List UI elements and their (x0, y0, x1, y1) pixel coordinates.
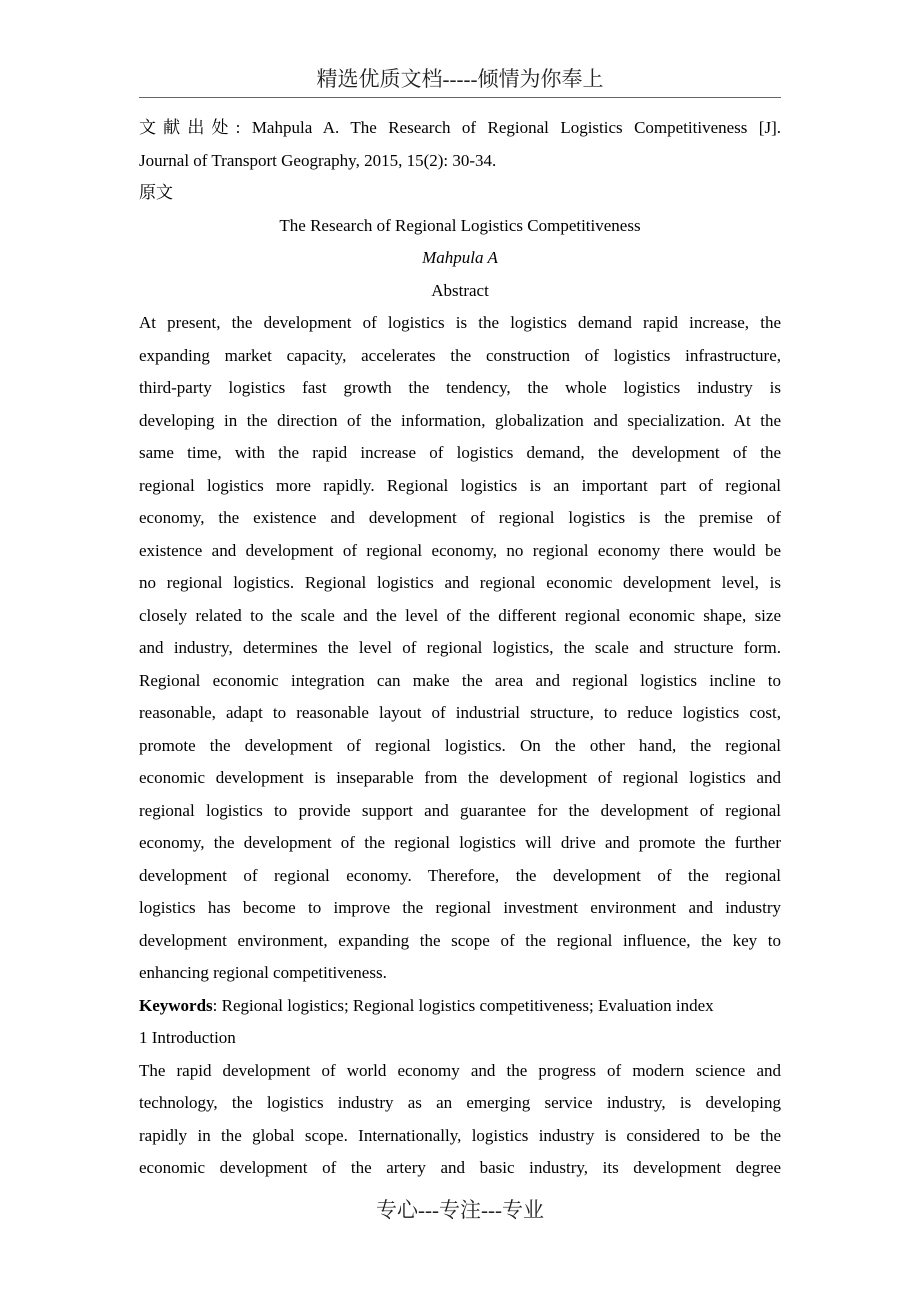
abstract-line: closely related to the scale and the level of the different regional economic shape, size (139, 605, 781, 625)
abstract-line: reasonable, adapt to reasonable layout of industrial structure, to reduce logistics cost, (139, 703, 781, 722)
abstract-line: expanding market capacity, accelerates the construction of logistics infrastructure, (139, 345, 781, 365)
citation-line-1: 文献出处: Mahpula A. The Research of Regional Logistics Competitiveness [J]. (139, 118, 781, 137)
keywords-line (139, 990, 781, 1023)
abstract-line: and industry, determines the level of regional logistics, the scale and structure form. (139, 638, 781, 657)
abstract-line: development of regional economy. Therefore, the development of the regional (139, 865, 781, 885)
abstract-line: regional logistics to provide support and guarantee for the development of regional (139, 800, 781, 820)
abstract-paragraph (139, 307, 781, 990)
introduction-paragraph (139, 1055, 781, 1185)
intro-line: economic development of the artery and basic industry, its development degree (139, 1158, 781, 1177)
paper-title: The Research of Regional Logistics Competitiveness (279, 215, 641, 235)
abstract-line: existence and development of regional economy, no regional economy there would be (139, 540, 781, 560)
paper-author: Mahpula A (422, 248, 498, 267)
abstract-line-last: enhancing regional competitiveness. (139, 963, 387, 982)
abstract-heading: Abstract (431, 280, 489, 300)
header-divider (139, 97, 781, 98)
keywords-label: Keywords (139, 995, 213, 1015)
intro-line: rapidly in the global scope. Internationally, logistics industry is considered to be the (139, 1125, 781, 1145)
abstract-line: Regional economic integration can make the area and regional logistics incline to (139, 670, 781, 690)
keywords-text: : Regional logistics; Regional logistics competitiveness; Evaluation index (212, 995, 714, 1015)
abstract-line: same time, with the rapid increase of logistics demand, the development of the (139, 443, 781, 462)
page-footer: 专心---专注---专业 (376, 1198, 544, 1222)
abstract-line: economic development is inseparable from the development of regional logistics and (139, 768, 781, 787)
abstract-line: economy, the development of the regional logistics will drive and promote the further (139, 833, 781, 852)
intro-line: technology, the logistics industry as an emerging service industry, is developing (139, 1093, 781, 1112)
intro-line: The rapid development of world economy and the progress of modern science and (139, 1060, 781, 1080)
document-body (139, 112, 781, 1185)
abstract-line: economy, the existence and development of regional logistics is the premise of (139, 508, 781, 527)
abstract-line: developing in the direction of the information, globalization and specialization. At the (139, 410, 781, 430)
abstract-line: logistics has become to improve the regional investment environment and industry (139, 898, 781, 917)
abstract-line: no regional logistics. Regional logistics and regional economic development level, is (139, 573, 781, 592)
abstract-line: promote the development of regional logistics. On the other hand, the regional (139, 735, 781, 755)
citation-line-2: Journal of Transport Geography, 2015, 15(2): 30-34. (139, 150, 497, 170)
page-header: 精选优质文档-----倾情为你奉上 (316, 67, 604, 91)
abstract-line: development environment, expanding the scope of the regional influence, the key to (139, 930, 781, 950)
abstract-line: At present, the development of logistics is the logistics demand rapid increase, the (139, 313, 781, 332)
abstract-line: regional logistics more rapidly. Regional logistics is an important part of regional (139, 475, 781, 495)
abstract-line: third-party logistics fast growth the tendency, the whole logistics industry is (139, 378, 781, 397)
original-label: 原文 (139, 183, 173, 202)
section-heading-introduction: 1 Introduction (139, 1028, 236, 1047)
